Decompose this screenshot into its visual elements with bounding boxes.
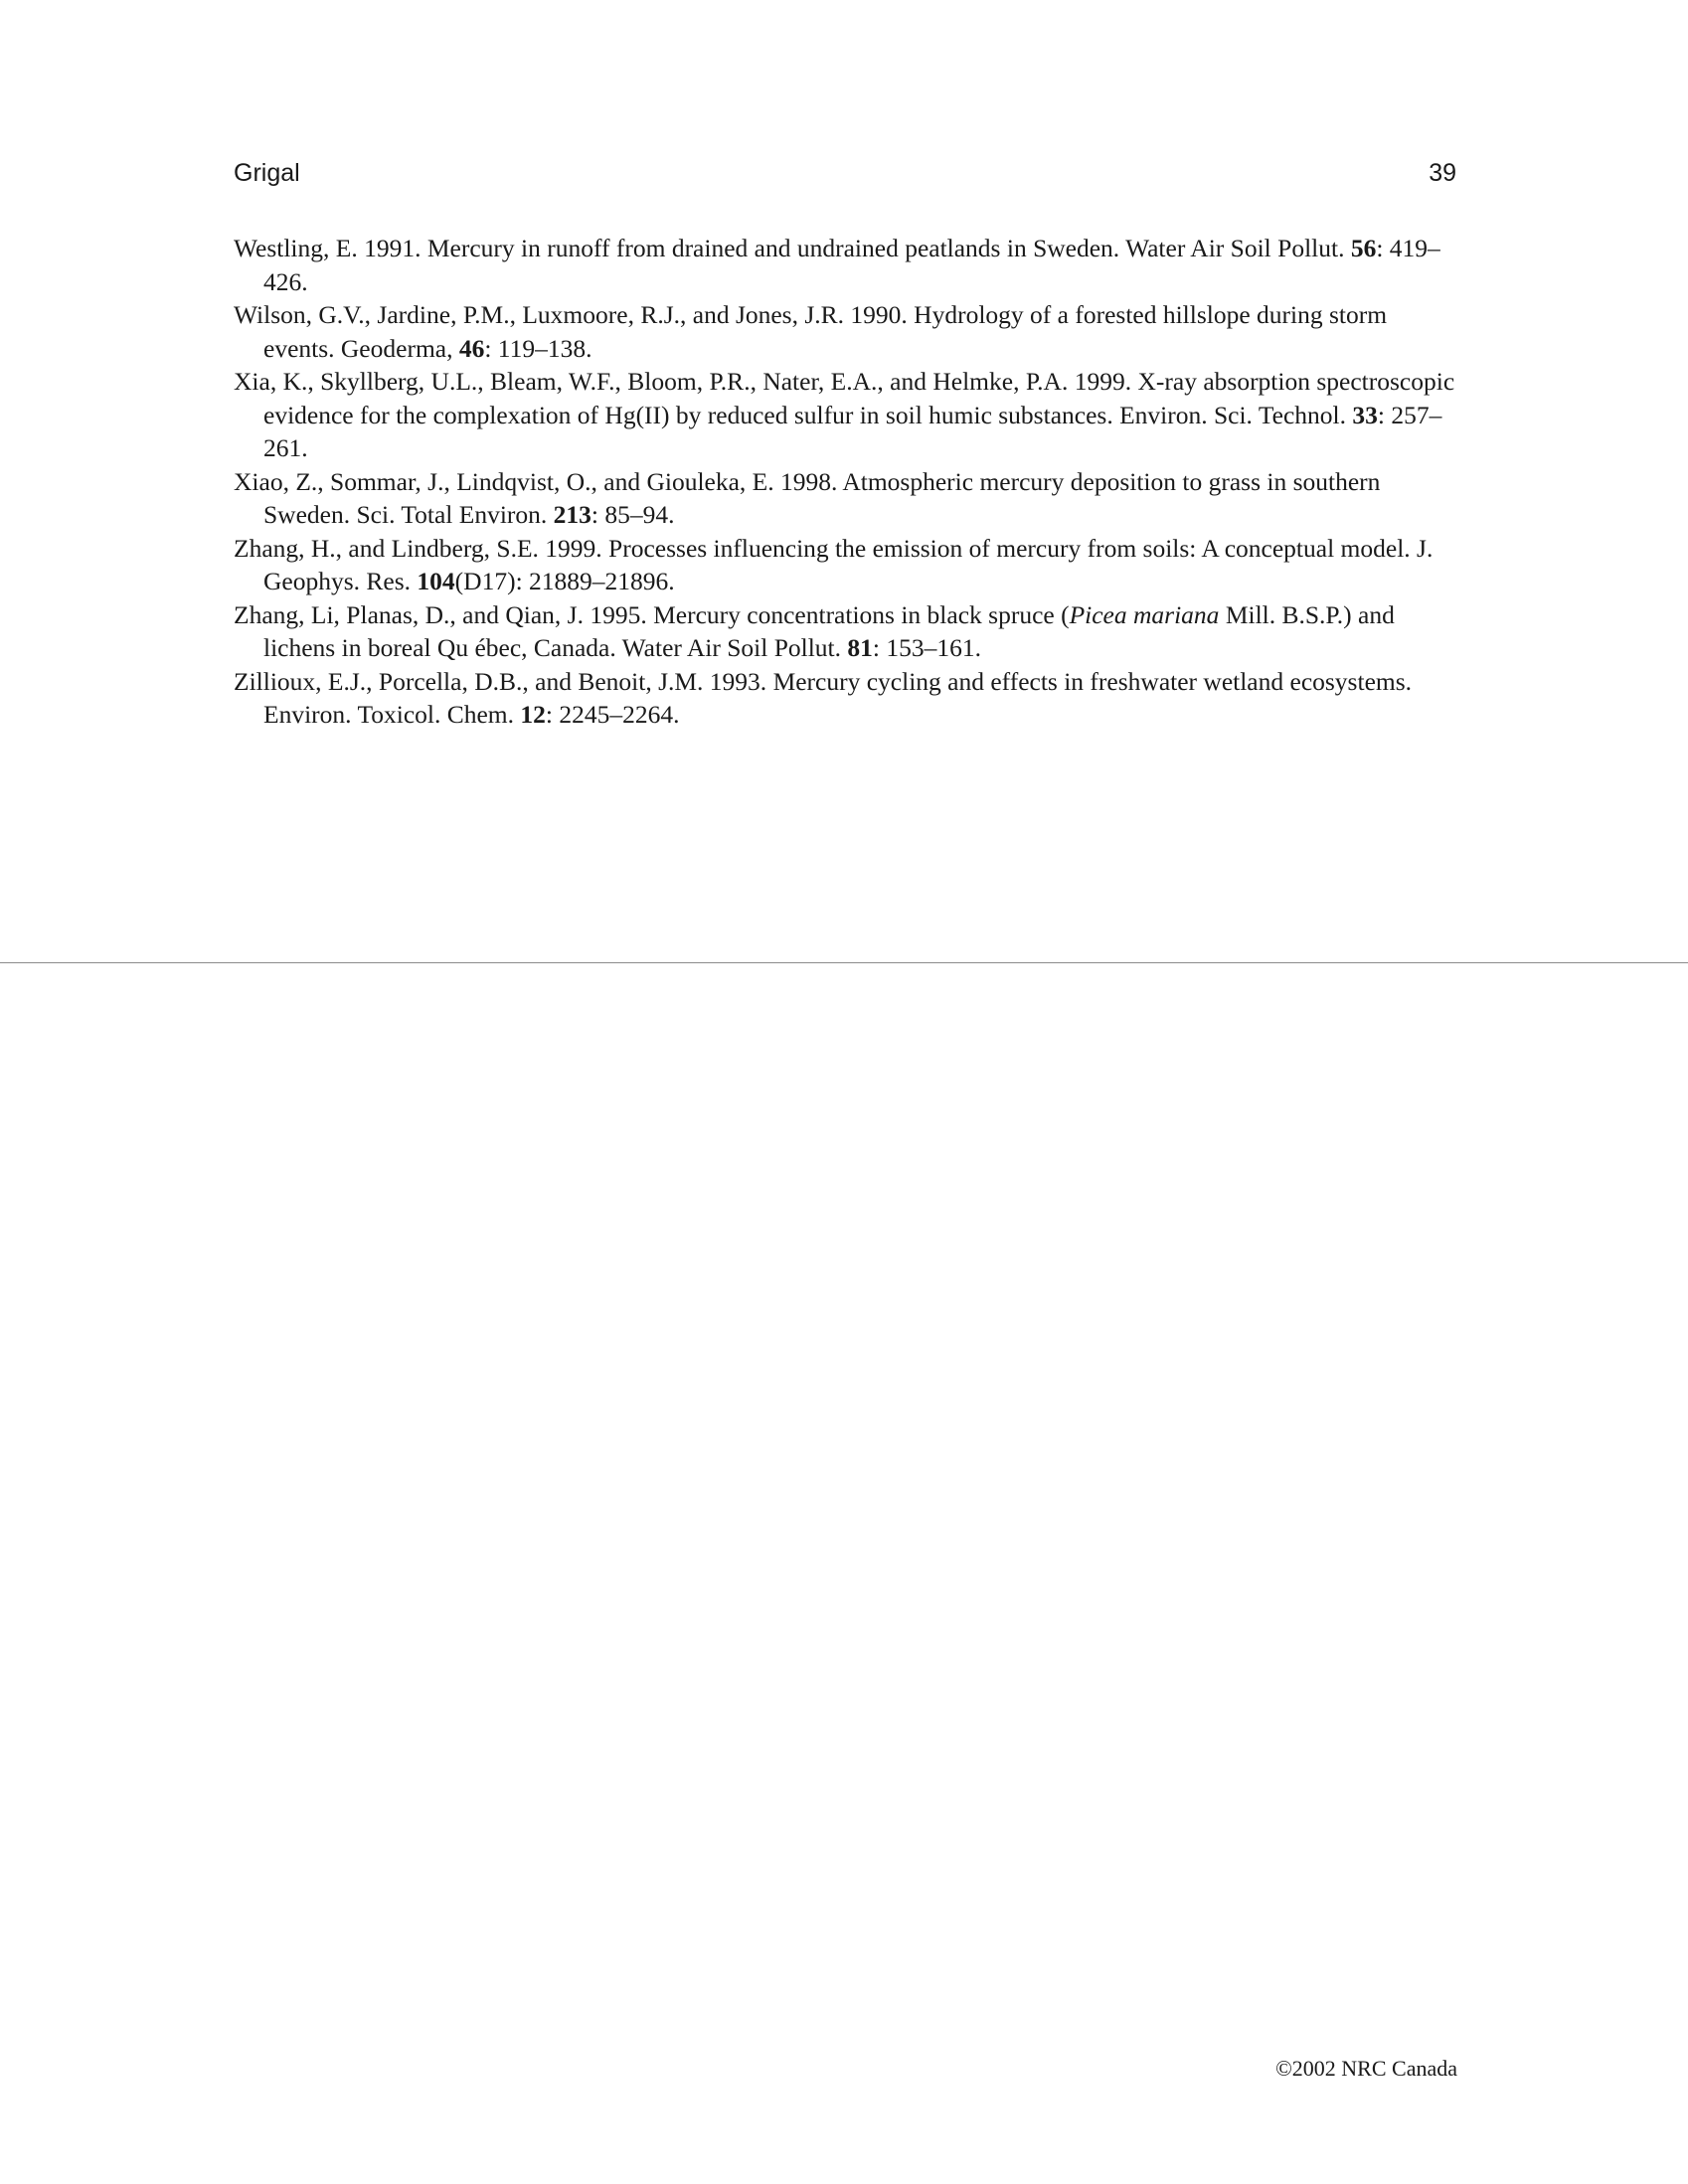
reference-text: Atmospheric mercury deposition to grass in southern Sweden. Sci. Total Environ. — [263, 466, 1381, 529]
reference-text: Processes influencing the emission of mercury from soils: A conceptual model. J. Geophys. Res. — [263, 533, 1434, 595]
reference-volume: 56 — [1350, 234, 1377, 262]
reference-authors: Zhang, H., and Lindberg, S.E. 1999. — [234, 533, 609, 563]
reference-text: Mill. B.S.P.) and lichens in boreal Qu ébec, Canada. Water Air Soil Pollut. — [263, 599, 1395, 662]
reference-volume: 46 — [458, 333, 485, 363]
reference-authors: Wilson, G.V., Jardine, P.M., Luxmoore, R.J., and Jones, J.R. 1990. — [234, 300, 915, 329]
reference-pages: : 85–94. — [591, 500, 675, 529]
reference-authors: Xia, K., Skyllberg, U.L., Bleam, W.F., Bloom, P.R., Nater, E.A., and Helmke, P.A. 1999. — [234, 367, 1138, 396]
reference-volume: 104 — [417, 567, 455, 595]
reference-text: Mercury cycling and effects in freshwater wetland ecosystems. Environ. Toxicol. Chem. — [263, 666, 1413, 729]
reference-text: Hydrology of a forested hillslope during storm events. Geoderma, — [263, 300, 1388, 363]
reference-authors: Zhang, Li, Planas, D., and Qian, J. 1995. — [234, 599, 654, 629]
reference-volume: 12 — [520, 700, 546, 729]
reference-authors: Zillioux, E.J., Porcella, D.B., and Benoit, J.M. 1993. — [234, 666, 773, 696]
reference-entry — [234, 365, 1461, 465]
reference-entry — [234, 598, 1461, 665]
reference-authors: Xiao, Z., Sommar, J., Lindqvist, O., and Giouleka, E. 1998. — [234, 466, 843, 496]
copyright-footer: ©2002 NRC Canada — [1275, 2056, 1457, 2081]
reference-authors: Westling, E. 1991. — [234, 234, 427, 262]
reference-text-lead: Mercury concentrations in black spruce ( — [653, 599, 1070, 629]
running-head — [234, 159, 1456, 193]
reference-entry — [234, 298, 1461, 365]
species-name: Picea mariana — [1069, 599, 1220, 629]
reference-entry — [234, 465, 1461, 532]
reference-volume: 213 — [553, 500, 591, 529]
reference-pages: : 2245–2264. — [545, 700, 680, 729]
reference-entry — [234, 532, 1461, 598]
reference-pages: : 153–161. — [872, 633, 981, 662]
reference-list — [234, 232, 1461, 732]
reference-entry — [234, 232, 1461, 298]
reference-text: X-ray absorption spectroscopic evidence for the complexation of Hg(II) by reduced sulfur in soil humic substances. Environ. Sci. Technol. — [263, 367, 1455, 429]
reference-text: Mercury in runoff from drained and undrained peatlands in Sweden. Water Air Soil Pollut. — [426, 234, 1351, 262]
reference-pages: (D17): 21889–21896. — [454, 567, 675, 595]
reference-pages: : 119–138. — [484, 333, 592, 363]
running-head-author: Grigal — [234, 159, 300, 187]
reference-pages: : 419–426. — [263, 234, 1440, 296]
reference-volume: 81 — [847, 633, 873, 662]
scan-divider-line — [0, 962, 1688, 963]
reference-entry — [234, 665, 1461, 732]
reference-pages: : 257–261. — [263, 400, 1442, 462]
page-number: 39 — [1429, 159, 1456, 187]
reference-volume: 33 — [1352, 400, 1378, 429]
